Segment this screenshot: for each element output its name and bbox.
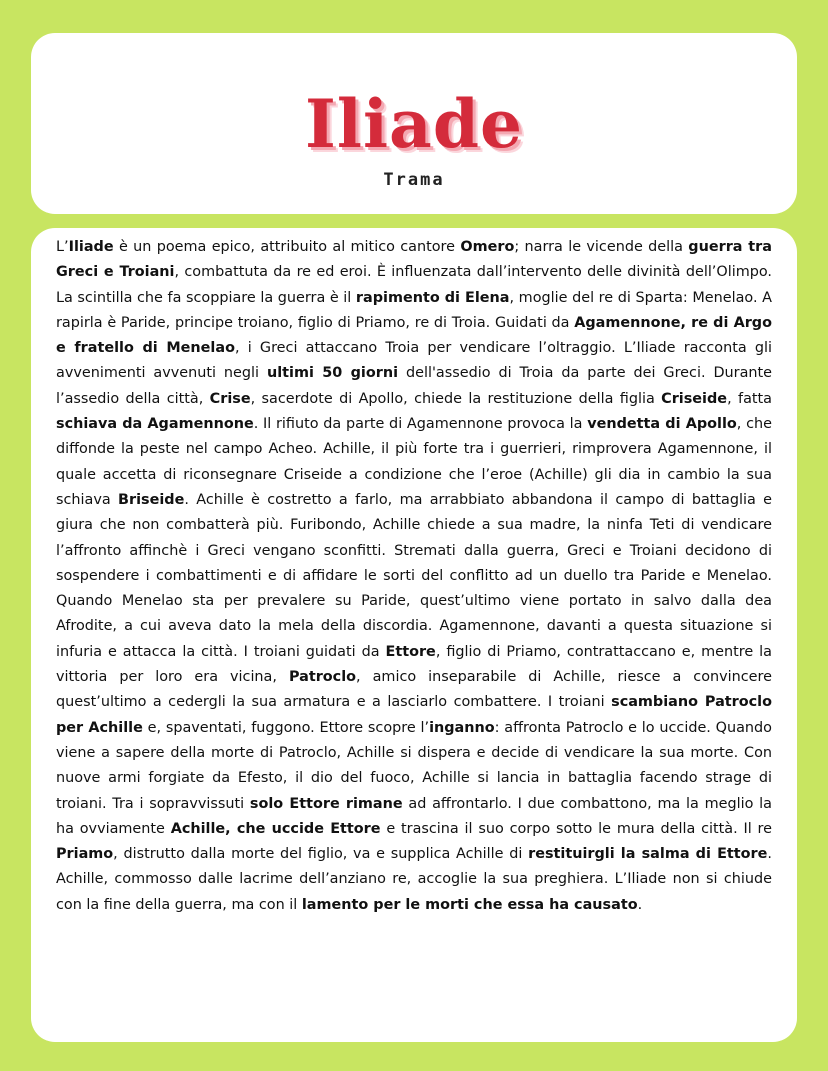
emphasis-text: Ettore (385, 643, 436, 660)
emphasis-text: Patroclo (288, 669, 357, 686)
emphasis-text: solo Ettore rimane (249, 795, 403, 812)
body-text: , combattuta da re ed eroi. È influenzata dall’intervento delle divinità dell’Olimpo. La scintilla che fa scoppiare la guerra è il (56, 264, 772, 306)
emphasis-text: Criseide (661, 390, 728, 407)
body-text: , i Greci attaccano Troia per vendicare l’oltraggio. L’Iliade racconta gli avvenimenti avvenuti negli (56, 340, 772, 382)
body-text: L’ (56, 239, 69, 255)
emphasis-text: restituirgli la salma di Ettore (528, 846, 768, 863)
header-card (31, 33, 797, 214)
emphasis-text: inganno (429, 719, 495, 736)
body-text: è un poema epico, attribuito al mitico cantore (113, 239, 461, 255)
page-subtitle: Trama (383, 170, 445, 190)
emphasis-text: Achille, che uccide Ettore (170, 820, 381, 837)
emphasis-text: guerra tra Greci e Troiani (56, 239, 772, 281)
emphasis-text: Iliade (68, 239, 114, 255)
body-text: , moglie del re di Sparta: Menelao. A rapirla è Paride, principe troiano, figlio di Priamo, re di Troia. Guidati da (56, 289, 772, 331)
emphasis-text: Crise (209, 390, 251, 407)
plot-paragraph (56, 235, 772, 918)
body-text: e, spaventati, fuggono. Ettore scopre l’ (142, 719, 430, 736)
emphasis-text: Omero (460, 239, 515, 255)
body-text: . (637, 896, 643, 913)
body-text: , sacerdote di Apollo, chiede la restituzione della figlia (250, 390, 662, 407)
emphasis-text: schiava da Agamennone (56, 416, 254, 433)
emphasis-text: rapimento di Elena (355, 289, 510, 306)
page-title: Iliade (305, 85, 523, 163)
content-card (31, 228, 797, 1042)
emphasis-text: ultimi 50 giorni (266, 365, 399, 382)
body-text: . Achille è costretto a farlo, ma arrabbiato abbandona il campo di battaglia e giura che non combatterà più. Furibondo, Achille chiede a sua madre, la ninfa Teti di vendicare l’affronto affinchè i Greci vengano sconfitti. Stremati dalla guerra, Greci e Troiani decidono di sospendere i combattimenti e di affidare le sorti del conflitto ad un duello tra Paride e Menelao. Quando Menelao sta per prevalere su Paride, quest’ultimo viene portato in salvo dalla dea Afrodite, a cui aveva dato la mela della discordia. Agamennone, davanti a questa situazione si infuria e attacca la città. I troiani guidati da (56, 491, 772, 660)
emphasis-text: scambiano Patroclo per Achille (56, 694, 773, 736)
body-text: , che diffonde la peste nel campo Acheo. Achille, il più forte tra i guerrieri, rimprovera Agamennone, il quale accetta di riconsegnare Criseide a condizione che l’eroe (Achille) gli dia in cambio la sua schiava (56, 416, 772, 508)
body-text: , distrutto dalla morte del figlio, va e supplica Achille di (113, 846, 529, 863)
body-text: e trascina il suo corpo sotto le mura della città. Il re (380, 820, 773, 837)
emphasis-text: vendetta di Apollo (587, 416, 737, 433)
body-text: : affronta Patroclo e lo uccide. Quando viene a sapere della morte di Patroclo, Achille si dispera e decide di vendicare la sua morte. Con nuove armi forgiate da Efesto, il dio del fuoco, Achille si lancia in battaglia facendo strage di troiani. Tra i sopravvissuti (56, 719, 772, 812)
body-text: ad affrontarlo. I due combattono, ma la meglio la ha ovviamente (56, 795, 772, 837)
emphasis-text: Priamo (56, 846, 114, 863)
body-text: , fatta (727, 390, 772, 407)
body-text: , amico inseparabile di Achille, riesce a convincere quest’ultimo a cedergli la sua armatura e a lasciarlo combattere. I troiani (56, 669, 772, 711)
body-text: , figlio di Priamo, contrattaccano e, mentre la vittoria per loro era vicina, (56, 643, 772, 686)
emphasis-text: Agamennone, re di Argo e fratello di Menelao (56, 314, 772, 357)
body-text: ; narra le vicende della (514, 239, 689, 255)
emphasis-text: lamento per le morti che essa ha causato (301, 896, 638, 913)
body-text: . Il rifiuto da parte di Agamennone provoca la (253, 416, 588, 433)
body-text: . Achille, commosso dalle lacrime dell’anziano re, accoglie la sua preghiera. L’Iliade non si chiude con la fine della guerra, ma con il (56, 846, 772, 913)
emphasis-text: Briseide (118, 491, 185, 508)
body-text: dell'assedio di Troia da parte dei Greci. Durante l’assedio della città, (56, 365, 773, 407)
